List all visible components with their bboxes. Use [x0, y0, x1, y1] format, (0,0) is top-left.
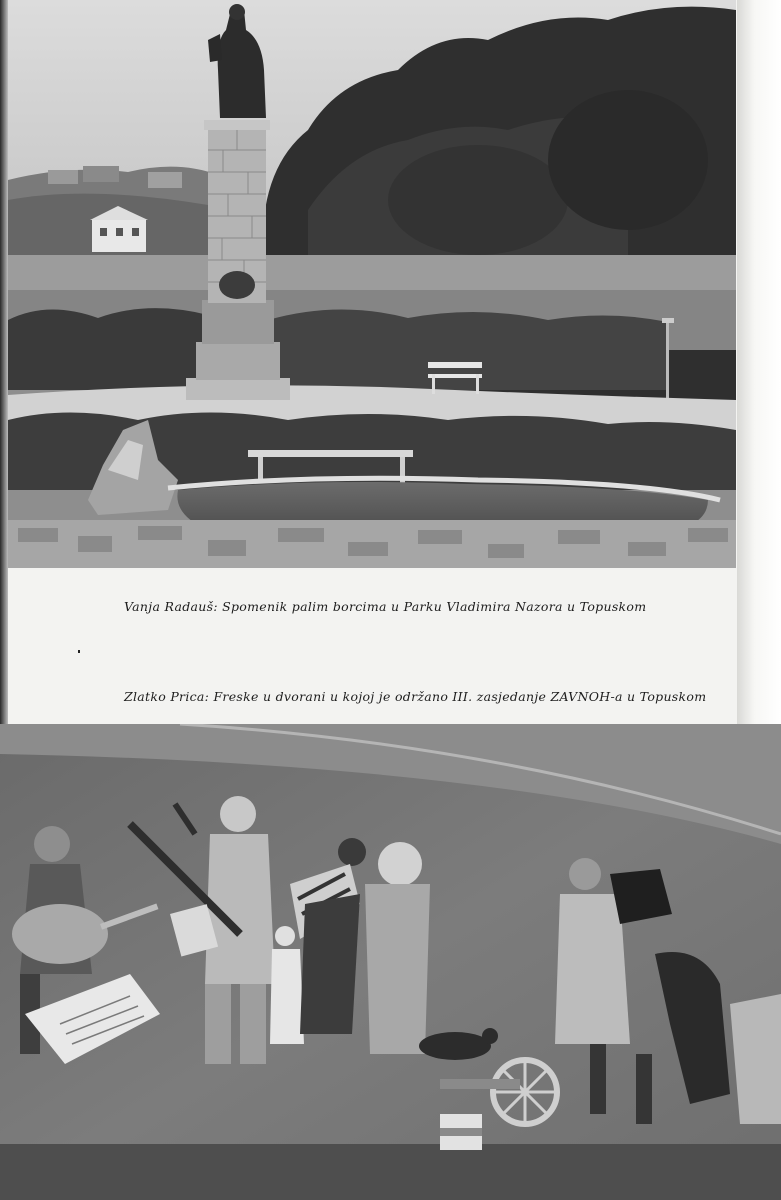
- print-speck: [78, 650, 80, 653]
- fresco-photo: [0, 724, 781, 1200]
- monument-photo: [8, 0, 736, 568]
- monument-caption: Vanja Radauš: Spomenik palim borcima u Parku Vladimira Nazora u Topuskom: [124, 598, 647, 614]
- fresco-caption: Zlatko Prica: Freske u dvorani u kojoj je održano III. zasjedanje ZAVNOH-a u Topuskom: [124, 688, 707, 704]
